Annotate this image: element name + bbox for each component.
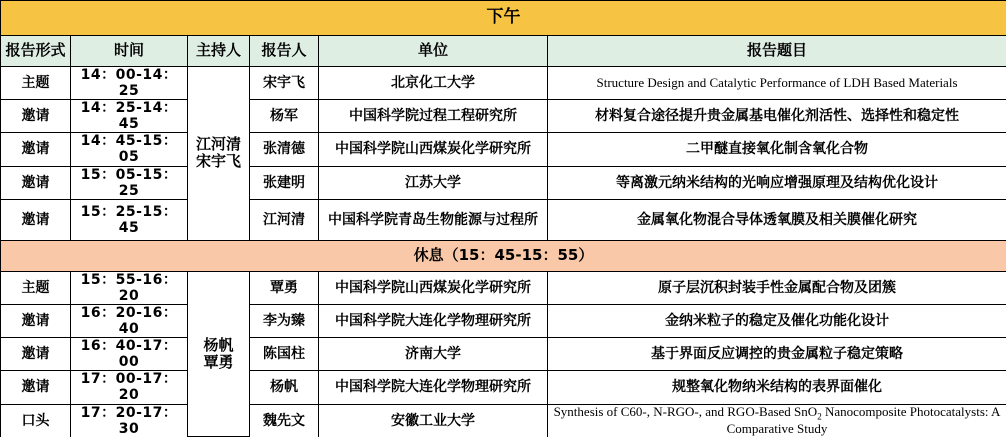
topic-cell: 原子层沉积封装手性金属配合物及团簇	[548, 271, 1006, 304]
topic-cell: 金纳米粒子的稳定及催化功能化设计	[548, 304, 1006, 337]
unit-cell: 中国科学院山西煤炭化学研究所	[319, 133, 548, 166]
table-row	[1, 199, 1006, 240]
time-cell: 15：05-15：25	[71, 166, 188, 199]
speaker-cell: 张清德	[250, 133, 319, 166]
topic-cell: 材料复合途径提升贵金属基电催化剂活性、选择性和稳定性	[548, 100, 1006, 133]
break-row	[1, 240, 1006, 271]
speaker-cell: 覃勇	[250, 271, 319, 304]
talk-type-cell: 邀请	[1, 338, 71, 371]
host-name: 江河清	[190, 136, 247, 153]
talk-type-cell: 邀请	[1, 371, 71, 404]
table-row	[1, 371, 1006, 404]
table-row	[1, 304, 1006, 337]
speaker-cell: 魏先文	[250, 404, 319, 437]
col-header-unit: 单位	[319, 36, 548, 67]
topic-cell: 基于界面反应调控的贵金属粒子稳定策略	[548, 338, 1006, 371]
topic-cell: 规整氧化物纳米结构的表界面催化	[548, 371, 1006, 404]
talk-type-cell: 邀请	[1, 133, 71, 166]
time-cell: 17：00-17：20	[71, 371, 188, 404]
topic-cell: 等离激元纳米结构的光响应增强原理及结构优化设计	[548, 166, 1006, 199]
topic-cell: Synthesis of C60-, N-RGO-, and RGO-Based SnO$_2$ Nanocomposite Photocatalysts: A Comparative Study	[548, 404, 1006, 437]
speaker-cell: 宋宇飞	[250, 67, 319, 100]
talk-type-cell: 口头	[1, 404, 71, 437]
host-cell	[188, 67, 250, 241]
unit-cell: 中国科学院青岛生物能源与过程所	[319, 199, 548, 240]
break-label: 休息（15：45-15：55）	[1, 240, 1006, 271]
unit-cell: 北京化工大学	[319, 67, 548, 100]
host-name: 杨帆	[190, 337, 247, 354]
topic-cell: 二甲醚直接氧化制含氧化合物	[548, 133, 1006, 166]
table-row	[1, 133, 1006, 166]
time-cell: 14：25-14：45	[71, 100, 188, 133]
topic-cell: Structure Design and Catalytic Performance of LDH Based Materials	[548, 67, 1006, 100]
unit-cell: 中国科学院山西煤炭化学研究所	[319, 271, 548, 304]
table-row	[1, 271, 1006, 304]
time-cell: 15：55-16：20	[71, 271, 188, 304]
col-header-type: 报告形式	[1, 36, 71, 67]
time-cell: 14：45-15：05	[71, 133, 188, 166]
host-name: 宋宇飞	[190, 153, 247, 170]
talk-type-cell: 主题	[1, 67, 71, 100]
col-header-speaker: 报告人	[250, 36, 319, 67]
speaker-cell: 杨帆	[250, 371, 319, 404]
speaker-cell: 杨军	[250, 100, 319, 133]
topic-cell: 金属氧化物混合导体透氧膜及相关膜催化研究	[548, 199, 1006, 240]
speaker-cell: 陈国柱	[250, 338, 319, 371]
time-cell: 16：40-17：00	[71, 338, 188, 371]
speaker-cell: 江河清	[250, 199, 319, 240]
col-header-time: 时间	[71, 36, 188, 67]
time-cell: 16：20-16：40	[71, 304, 188, 337]
time-cell: 17：20-17：30	[71, 404, 188, 437]
table-row	[1, 100, 1006, 133]
unit-cell: 中国科学院过程工程研究所	[319, 100, 548, 133]
host-name: 覃勇	[190, 354, 247, 371]
time-cell: 15：25-15：45	[71, 199, 188, 240]
table-row	[1, 67, 1006, 100]
column-header-row	[1, 36, 1006, 67]
col-header-host: 主持人	[188, 36, 250, 67]
talk-type-cell: 主题	[1, 271, 71, 304]
unit-cell: 中国科学院大连化学物理研究所	[319, 371, 548, 404]
talk-type-cell: 邀请	[1, 304, 71, 337]
unit-cell: 安徽工业大学	[319, 404, 548, 437]
talk-type-cell: 邀请	[1, 166, 71, 199]
session-header-row	[1, 1, 1006, 36]
unit-cell: 济南大学	[319, 338, 548, 371]
talk-type-cell: 邀请	[1, 100, 71, 133]
talk-type-cell: 邀请	[1, 199, 71, 240]
unit-cell: 江苏大学	[319, 166, 548, 199]
time-cell: 14：00-14：25	[71, 67, 188, 100]
speaker-cell: 李为臻	[250, 304, 319, 337]
table-row	[1, 338, 1006, 371]
speaker-cell: 张建明	[250, 166, 319, 199]
col-header-topic: 报告题目	[548, 36, 1006, 67]
unit-cell: 中国科学院大连化学物理研究所	[319, 304, 548, 337]
table-row	[1, 166, 1006, 199]
table-row	[1, 404, 1006, 437]
session-title: 下午	[1, 1, 1006, 36]
host-cell	[188, 271, 250, 436]
